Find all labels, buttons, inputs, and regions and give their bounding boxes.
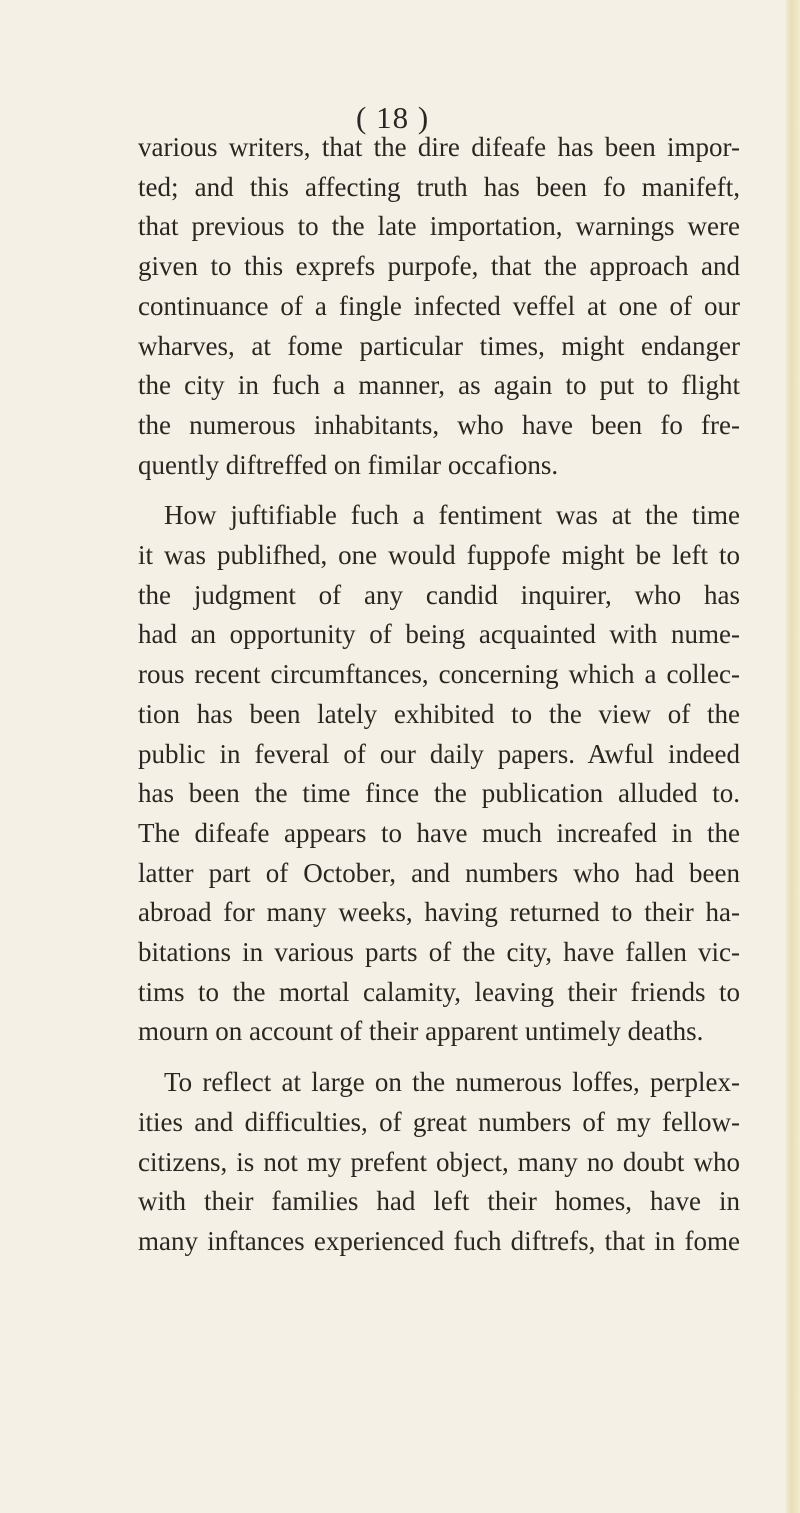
text-line: How juftifiable fuch a fentiment was at the time <box>164 500 740 531</box>
text-line: has been the time fince the publication alluded to. <box>138 778 740 809</box>
text-line: latter part of October, and numbers who had been <box>138 857 740 888</box>
text-line: ted; and this affecting truth has been fo manifeft, <box>138 171 740 202</box>
text-line: various writers, that the dire difeafe has been impor- <box>138 132 740 162</box>
text-line: To reflect at large on the numerous loffes, perplex- <box>164 1067 740 1098</box>
text-line: citizens, is not my prefent object, many no doubt who <box>138 1146 740 1177</box>
text-line: tims to the mortal calamity, leaving their friends to <box>138 976 740 1007</box>
text-line: abroad for many weeks, having returned to their ha- <box>138 897 740 928</box>
text-line: quently diftreffed on fimilar occafions. <box>138 449 559 480</box>
text-line: continuance of a fingle infected veffel at one of our <box>138 290 740 321</box>
paragraph-2 <box>138 496 740 1052</box>
text-line: the judgment of any candid inquirer, who has <box>138 579 740 610</box>
text-line: The difeafe appears to have much increafed in the <box>138 817 740 848</box>
text-line: the numerous inhabitants, who have been fo fre- <box>138 409 740 440</box>
text-line: given to this exprefs purpofe, that the approach and <box>138 251 740 282</box>
text-line: the city in fuch a manner, as again to put to flight <box>138 370 740 401</box>
text-line: with their families had left their homes, have in <box>138 1186 740 1217</box>
text-line: had an opportunity of being acquainted with nume- <box>138 619 740 650</box>
text-line: tion has been lately exhibited to the view of the <box>138 698 740 729</box>
text-line: rous recent circumftances, concerning which a collec- <box>138 659 740 690</box>
text-line: public in feveral of our daily papers. Awful indeed <box>138 738 740 769</box>
text-line: that previous to the late importation, warnings were <box>138 211 740 242</box>
page-edge <box>786 0 800 1513</box>
page-number: ( 18 ) <box>356 100 430 135</box>
text-line: ities and difficulties, of great numbers of my fellow- <box>138 1106 740 1137</box>
text-line: it was publifhed, one would fuppofe might be left to <box>138 540 740 571</box>
body-text <box>138 128 740 1262</box>
text-line: wharves, at fome particular times, might endanger <box>138 330 740 361</box>
text-line: mourn on account of their apparent untimely deaths. <box>138 1016 704 1047</box>
paragraph-3 <box>138 1063 740 1262</box>
text-line: many inftances experienced fuch diftrefs, that in fome <box>138 1225 740 1256</box>
text-line: bitations in various parts of the city, have fallen vic- <box>138 937 740 968</box>
paragraph-1 <box>138 128 740 485</box>
